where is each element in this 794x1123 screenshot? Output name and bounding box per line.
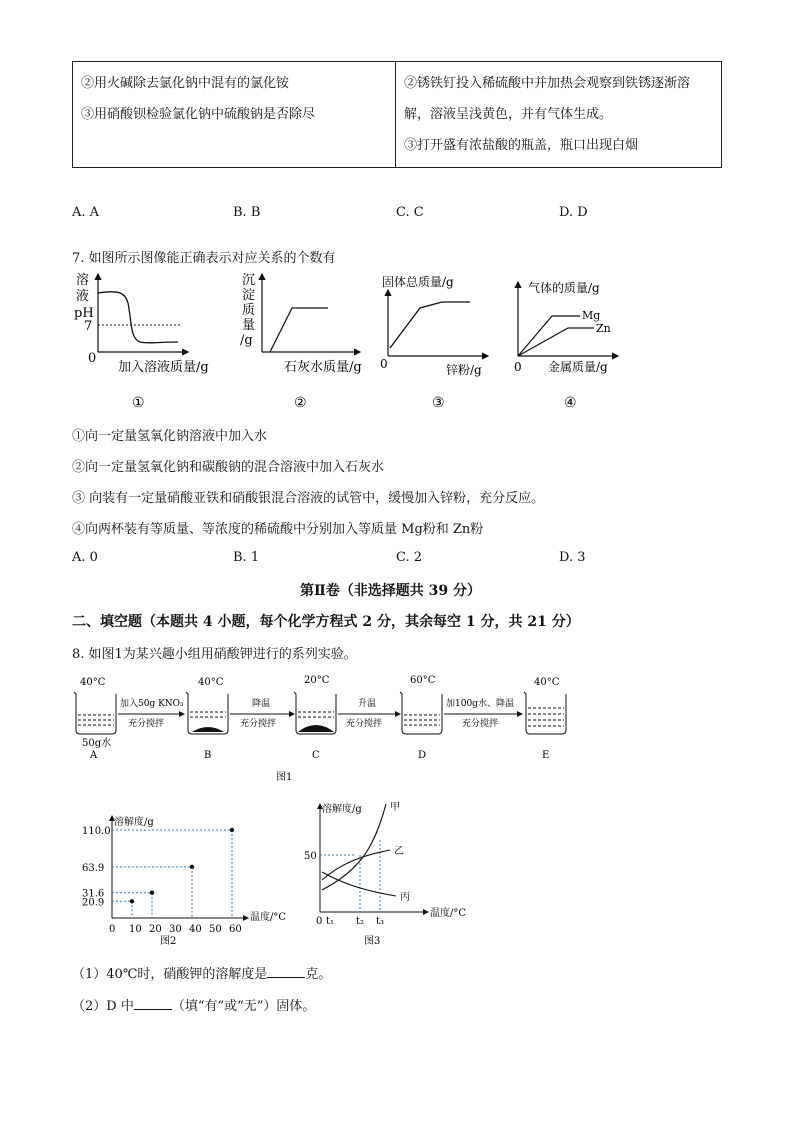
figure-2 [80,812,287,952]
graph2-number: ② [294,395,307,411]
beaker-c [294,675,336,761]
fig3-series-yi: 乙 [394,846,404,857]
arrow4-bottom: 充分搅拌 [462,719,499,729]
q7-statement-2: ②向一定量氢氧化钠和碳酸钠的混合溶液中加入石灰水 [72,460,385,475]
graph3-origin: 0 [380,357,388,371]
figure-1 [66,670,666,788]
graph-1 [74,272,209,411]
fig3-xtick: 0 [316,916,323,927]
fig2-xtick: 30 [169,924,182,935]
fig3-xtick: t₁ [326,916,335,927]
q7-statement-3: ③ 向装有一定量硝酸亚铁和硝酸银混合溶液的试管中，缓慢加入锌粉，充分反应。 [72,491,545,506]
beaker-b [186,677,228,761]
answer-blank-1[interactable] [267,965,305,978]
arrow1-top: 加入50g KNO₃ [120,699,184,709]
graph1-ref-label: 7 [84,319,93,334]
graph3-ylabel: 固体总质量/g [382,275,454,289]
fig2-ytick: 31.6 [82,888,105,900]
answer-blank-2[interactable] [134,997,172,1010]
svg-text:B: B [204,750,212,761]
fig2-point [150,891,154,895]
beaker-a [74,677,116,761]
graph2-ylabel: /g [240,333,253,348]
fig2-ylabel: 溶解度/g [114,817,154,828]
graph4-number: ④ [564,395,577,411]
q7-stem: 7. 如图所示图像能正确表示对应关系的个数有 [72,251,336,266]
graph1-ylabel: 溶 [76,273,90,288]
fig2-ytick: 110.0 [82,826,111,837]
graph2-ylabel: 质 [242,303,256,318]
figure1-caption: 图1 [276,772,293,783]
svg-text:50g水: 50g水 [82,738,112,749]
fig2-xtick: 20 [149,924,162,935]
q7-graphs [70,268,630,413]
q6-option-b[interactable]: B. B [233,205,261,220]
graph1-number: ① [132,395,145,411]
fig3-xlabel: 温度/°C [430,908,467,919]
graph-3 [380,274,488,411]
graph-2 [240,273,362,411]
graph2-ylabel: 淀 [242,288,256,303]
arrow1-bottom: 充分搅拌 [128,719,165,729]
graph2-xlabel: 石灰水质量/g [284,360,362,375]
q7-option-c[interactable]: C. 2 [396,550,423,565]
svg-text:40°C: 40°C [198,677,224,688]
table-right-line: 解，溶液呈浅黄色，并有气体生成。 [404,107,613,122]
svg-text:A: A [90,750,98,761]
table-left-line: ③用硝酸钡检验氯化钠中硫酸钠是否除尽 [81,107,316,122]
table-right-line: ②锈铁钉投入稀硫酸中并加热会观察到铁锈逐渐溶 [404,76,691,91]
graph4-ylabel: 气体的质量/g [528,281,600,295]
graph3-number: ③ [432,395,445,411]
graph1-origin: 0 [88,351,97,366]
fig2-xtick: 0 [109,924,116,935]
svg-text:40°C: 40°C [534,677,560,688]
fig2-ytick: 63.9 [82,862,105,874]
arrow4-top: 加100g水、降温 [446,699,514,709]
svg-text:60°C: 60°C [410,675,436,686]
fig2-xtick: 40 [189,924,202,935]
fig3-series-bing: 丙 [400,892,410,903]
svg-text:E: E [542,750,550,761]
q7-statement-4: ④向两杯装有等质量、等浓度的稀硫酸中分别加入等质量 Mg粉和 Zn粉 [72,522,484,537]
svg-text:20°C: 20°C [304,675,330,686]
fig2-xtick: 10 [129,924,142,935]
arrow2-bottom: 充分搅拌 [240,719,277,729]
svg-text:40°C: 40°C [80,677,106,688]
q7-option-d[interactable]: D. 3 [559,550,586,565]
q8-sub2: （2）D 中 （填“有”或“无”）固体。 [72,999,316,1014]
graph1-xlabel: 加入溶液质量/g [118,360,209,375]
fig2-point [190,865,194,869]
beaker-d [400,675,442,761]
table-left-line: ②用火碱除去氯化钠中混有的氯化铵 [81,76,290,91]
fig3-xtick: t₂ [356,916,365,927]
q8-sub1: （1）40℃时，硝酸钾的溶解度是 克。 [72,967,332,982]
q7-option-b[interactable]: B. 1 [233,550,260,565]
table-right-line: ③打开盛有浓盐酸的瓶盖，瓶口出现白烟 [404,138,639,153]
fig2-xlabel: 温度/°C [250,912,287,923]
fig2-point [130,899,134,903]
fig2-xtick: 50 [209,924,222,935]
fig3-ylabel: 溶解度/g [322,804,362,815]
q8-stem: 8. 如图1为某兴趣小组用硝酸钾进行的系列实验。 [72,647,357,662]
fig3-y50: 50 [304,851,317,862]
graph4-xlabel: 金属质量/g [548,360,608,374]
graph-4 [514,280,618,411]
beaker-e [524,677,566,761]
section2-title: 二、填空题（本题共 4 小题，每个化学方程式 2 分，其余每空 1 分，共 21 分） [72,614,580,630]
q6-option-a[interactable]: A. A [72,205,100,220]
graph3-xlabel: 锌粉/g [446,363,482,377]
part2-title: 第Ⅱ卷（非选择题共 39 分） [300,583,482,599]
q7-option-a[interactable]: A. 0 [72,550,98,565]
fig3-caption: 图3 [364,936,381,947]
table-left-cell [73,62,396,168]
comparison-table [72,61,722,168]
arrow3-top: 升温 [358,699,377,709]
fig2-xtick: 60 [229,924,242,935]
svg-text:D: D [418,750,427,761]
figure-3 [300,800,490,950]
fig2-point [230,828,234,832]
svg-text:C: C [312,750,320,761]
fig3-series-jia: 甲 [390,802,400,813]
fig2-ytick: 20.9 [82,897,105,909]
graph4-series-zn: Zn [596,322,611,335]
graph1-ylabel: pH [74,306,94,321]
q7-statement-1: ①向一定量氢氧化钠溶液中加入水 [72,429,268,444]
q6-option-c[interactable]: C. C [396,205,424,220]
table-right-cell [396,62,722,168]
fig2-caption: 图2 [160,936,177,947]
arrow2-top: 降温 [252,699,271,709]
fig3-xtick: t₃ [376,916,385,927]
q6-option-d[interactable]: D. D [559,205,588,220]
graph4-series-mg: Mg [582,309,601,322]
graph2-ylabel: 量 [242,318,256,333]
graph2-ylabel: 沉 [242,273,256,288]
arrow3-bottom: 充分搅拌 [346,719,383,729]
graph1-ylabel: 液 [76,289,90,304]
graph4-origin: 0 [514,360,522,374]
